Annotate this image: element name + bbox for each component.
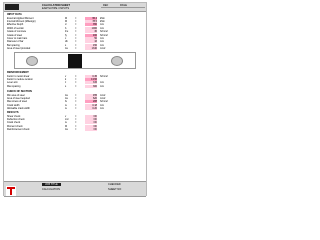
row-label: Lever arm xyxy=(7,81,18,85)
row-value: OK xyxy=(85,125,97,128)
row-unit: mm xyxy=(100,107,104,111)
row-symbol: w xyxy=(65,107,67,111)
row-label: Bar spacing xyxy=(7,43,20,47)
row-equals: = xyxy=(75,36,77,40)
row-symbol: s xyxy=(65,84,67,88)
bar-circle-left xyxy=(26,56,38,66)
row-unit: mm xyxy=(100,81,104,85)
row-equals: = xyxy=(75,103,77,107)
header-ref-line xyxy=(101,7,145,8)
row-equals: = xyxy=(75,117,77,121)
row-symbol: w xyxy=(65,103,67,107)
data-row xyxy=(7,128,141,131)
row-unit: kNm xyxy=(100,16,105,20)
row-unit: mm xyxy=(100,84,104,88)
row-equals: = xyxy=(75,121,77,125)
row-equals: = xyxy=(75,114,77,118)
row-symbol: w xyxy=(65,121,67,125)
row-value: 0.20 xyxy=(85,107,97,110)
row-equals: = xyxy=(75,40,77,44)
row-symbol: fs xyxy=(65,100,67,104)
row-value: 620 xyxy=(85,97,97,100)
footer-right-bottom: SHEET NO xyxy=(108,188,122,191)
row-equals: = xyxy=(75,26,77,30)
row-unit: mm xyxy=(100,103,104,107)
row-label: Deflection check xyxy=(7,117,25,121)
row-label: Internal Moment (Mdesign) xyxy=(7,19,36,23)
row-equals: = xyxy=(75,43,77,47)
row-symbol: As xyxy=(65,96,68,100)
data-row xyxy=(7,107,141,110)
row-equals: = xyxy=(75,74,77,78)
row-value: OK xyxy=(85,121,97,124)
row-equals: = xyxy=(75,30,77,34)
row-unit: N/mm2 xyxy=(100,30,108,34)
row-label: Grade of steel xyxy=(7,33,23,37)
section-check-title: CHECK OF SECTION xyxy=(7,90,32,93)
row-equals: = xyxy=(75,33,77,37)
row-symbol: s xyxy=(65,43,67,47)
row-value: 95.4 xyxy=(85,17,97,20)
row-label: External Applied Moment xyxy=(7,16,34,20)
row-equals: = xyxy=(75,124,77,128)
row-unit: N/mm2 xyxy=(100,74,108,78)
row-symbol: M xyxy=(65,124,67,128)
row-label: Crack width xyxy=(7,103,20,107)
row-value: 0.156 xyxy=(85,78,97,81)
row-label: Moment check xyxy=(7,124,23,128)
row-equals: = xyxy=(75,93,77,97)
row-symbol: z xyxy=(65,81,67,85)
row-equals: = xyxy=(75,107,77,111)
row-equals: = xyxy=(75,77,77,81)
row-value: 300 xyxy=(85,85,97,88)
row-value: OK xyxy=(85,128,97,131)
header-logo-box xyxy=(5,4,19,10)
row-value: 1340 xyxy=(85,47,97,50)
row-label: Factor to reduce tension xyxy=(7,77,33,81)
row-value: 16 xyxy=(85,40,97,43)
row-unit: mm xyxy=(100,43,104,47)
row-value: 315 xyxy=(85,81,97,84)
row-symbol: k xyxy=(65,77,67,81)
row-unit: mm2 xyxy=(100,93,106,97)
row-label: Max stress of steel xyxy=(7,100,27,104)
row-symbol: As xyxy=(65,47,68,51)
row-unit: N/mm2 xyxy=(100,100,108,104)
footer-job-title: JOB TITLE xyxy=(42,183,61,186)
row-symbol: v xyxy=(65,74,67,78)
row-label: Crack check xyxy=(7,121,21,125)
section-reinf-title: REINFORCEMENT xyxy=(7,71,29,74)
row-value: 460 xyxy=(85,34,97,37)
row-label: Area of steel provided xyxy=(7,47,31,51)
row-value: 455 xyxy=(85,94,97,97)
row-symbol: c xyxy=(65,36,67,40)
row-label: Area of steel required xyxy=(7,96,30,100)
row-label: Effective Depth xyxy=(7,23,24,27)
row-equals: = xyxy=(75,96,77,100)
row-unit: mm xyxy=(100,36,104,40)
row-label: Shear check xyxy=(7,114,21,118)
row-equals: = xyxy=(75,16,77,20)
row-value: 78.5 xyxy=(85,20,97,23)
row-equals: = xyxy=(75,19,77,23)
row-value: 150 xyxy=(85,44,97,47)
header-title: CALCULATION SHEET xyxy=(42,3,70,7)
row-equals: = xyxy=(75,81,77,85)
row-unit: mm2 xyxy=(100,96,106,100)
row-symbol: M xyxy=(65,16,67,20)
row-symbol: M xyxy=(65,19,67,23)
row-unit: mm xyxy=(100,23,104,27)
footer-center: CALCULATION xyxy=(42,188,60,191)
row-value: 50 xyxy=(85,37,97,40)
row-label: Factor to resist shear xyxy=(7,74,30,78)
row-label: Min area of steel xyxy=(7,93,25,97)
header-ref-value: PAGE xyxy=(120,3,128,7)
section-input-title: INPUT DATA xyxy=(7,13,22,16)
section-diagram xyxy=(14,52,136,69)
row-equals: = xyxy=(75,84,77,88)
row-label: Cover to main bars xyxy=(7,36,28,40)
row-label: Allowable crack width xyxy=(7,107,30,111)
row-symbol: v xyxy=(65,114,67,118)
row-symbol: As xyxy=(65,128,68,132)
row-value: 288 xyxy=(85,100,97,103)
row-value: OK xyxy=(85,115,97,118)
row-unit: N/mm2 xyxy=(100,33,108,37)
row-value: 1000 xyxy=(85,27,97,30)
bar-circle-right xyxy=(111,56,123,66)
row-unit: mm xyxy=(100,26,104,30)
footer-band xyxy=(4,181,146,197)
footer-right-top: CHECKED xyxy=(108,183,121,186)
row-equals: = xyxy=(75,47,77,51)
row-symbol: fy xyxy=(65,33,67,37)
header-subtitle: EARTH PIPE / INPUTS xyxy=(42,7,70,10)
data-row xyxy=(7,47,141,50)
pipe-block xyxy=(68,54,82,68)
header-ref-label: REF xyxy=(103,3,109,7)
row-unit: mm xyxy=(100,40,104,44)
row-label: Width of section xyxy=(7,26,25,30)
row-label: Diameter of bar xyxy=(7,40,24,44)
section-results-title: RESULTS xyxy=(7,111,19,114)
row-symbol: As xyxy=(65,93,68,97)
row-value: 350 xyxy=(85,23,97,26)
row-symbol: fcu xyxy=(65,30,69,34)
row-symbol: d xyxy=(65,23,67,27)
row-equals: = xyxy=(75,128,77,132)
row-value: 0.18 xyxy=(85,104,97,107)
row-symbol: L/d xyxy=(65,117,69,121)
row-equals: = xyxy=(75,100,77,104)
row-value: 0.45 xyxy=(85,75,97,78)
row-label: Max spacing xyxy=(7,84,21,88)
row-symbol: b xyxy=(65,26,67,30)
row-unit: kNm xyxy=(100,19,105,23)
row-label: Grade of concrete xyxy=(7,30,27,34)
row-unit: mm2 xyxy=(100,47,106,51)
row-equals: = xyxy=(75,23,77,27)
row-symbol: db xyxy=(65,40,68,44)
row-label: Reinforcement check xyxy=(7,128,30,132)
row-value: OK xyxy=(85,118,97,121)
data-row xyxy=(7,85,141,88)
logo-icon xyxy=(6,183,16,193)
row-value: 30 xyxy=(85,30,97,33)
